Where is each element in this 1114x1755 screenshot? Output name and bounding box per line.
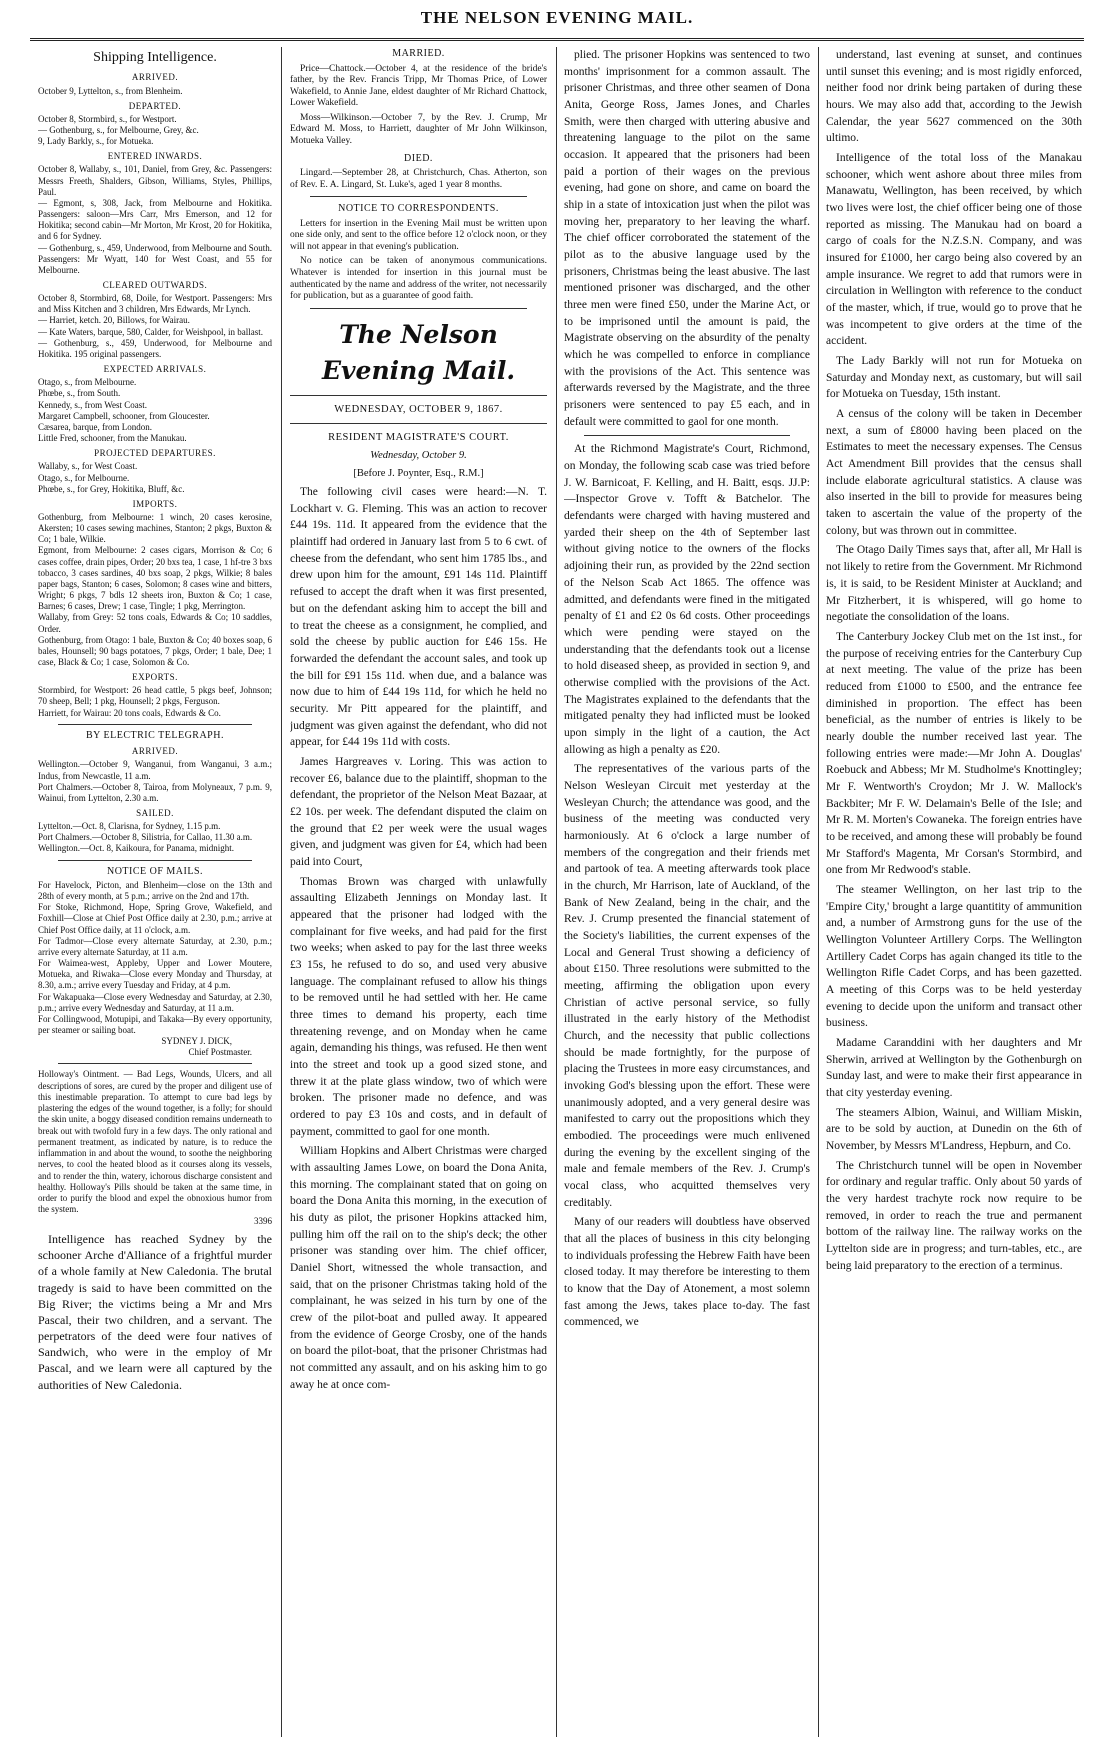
- court-continued: [564, 47, 810, 430]
- paragraph: Wallaby, s., for West Coast.: [38, 461, 138, 472]
- telegraph-arrived-list: [38, 759, 272, 804]
- column-divider: [818, 47, 819, 1737]
- notice-heading: NOTICE TO CORRESPONDENTS.: [338, 203, 499, 215]
- cleared-list: [38, 293, 272, 360]
- paragraph: — Gothenburg, s., 459, Underwood, from Melbourne and South. Passengers: Mr Wyatt, 140 for West Coast, and 55 for Melbourne.: [38, 242, 272, 275]
- holloway-advertisement: Holloway's Ointment. — Bad Legs, Wounds, Ulcers, and all descriptions of sores, are cured by the proper and diligent use of this inestimable preparation. To attempt to cure bad legs by plastering the edges of the wound together, is a folly; for should the skin unite, a boggy diseased condition remains underneath to break out with twofold fury in a few days. The only rational and permanent treatment, as indicated by nature, is to reduce the inflammation in and about the wound, to soothe the neighboring nerves, to cool the heated blood as it courses along its vessels, and to render the thin, watery, ichorous discharge consistent and healthy. Holloway's Pills should be taken at the same time, in order to purify the blood and expel the obnoxious humor from the system.: [38, 1069, 272, 1215]
- paragraph: Lyttelton.—Oct. 8, Clarisna, for Sydney, 1.15 p.m.: [38, 821, 221, 832]
- section-divider: [58, 724, 252, 725]
- court-heading: RESIDENT MAGISTRATE'S COURT.: [328, 432, 509, 444]
- notice-list: [290, 219, 547, 303]
- paragraph: understand, last evening at sunset, and continues until sunset this evening; and is most rigidly enforced, neither food nor drink being partaken of during these hours. We may also add that, according to the Jewish Calendar, the year 5627 commenced on the 30th ultimo.: [826, 49, 1082, 145]
- column-divider: [556, 47, 557, 1737]
- paragraph: — Kate Waters, barque, 580, Calder, for Weishpool, in ballast.: [38, 326, 264, 337]
- paragraph: For Collingwood, Motupipi, and Takaka—By every opportunity, per steamer or sailing boat.: [38, 1013, 272, 1036]
- arrived-list: [38, 86, 272, 97]
- paragraph: Letters for insertion in the Evening Mail must be written upon one side only, and sent to the office before 12 o'clock noon, or they will not appear in that evening's publication.: [290, 218, 547, 252]
- paragraph: Wellington.—Oct. 8, Kaikoura, for Panama, midnight.: [38, 843, 234, 854]
- exports-list: [38, 685, 272, 718]
- paper-title: The Nelson Evening Mail.: [321, 319, 516, 385]
- paragraph: Kennedy, s., from West Coast.: [38, 399, 148, 410]
- court-paragraphs: [290, 484, 547, 1393]
- paragraph: A census of the colony will be taken in December next, a sum of £8000 having been placed on the Estimates to meet the necessary expenses. The Census Act Amendment Bill provides that the census shall include elaborate agricultural statistics. A clause was also inserted in the bill to provide for measures being taken to ascertain the value of the property of the colony, but was thrown out in committee.: [826, 408, 1082, 537]
- court-before: [Before J. Poynter, Esq., R.M.]: [353, 467, 484, 479]
- projected-list: [38, 461, 272, 494]
- shipping-heading: Shipping Intelligence.: [93, 50, 217, 65]
- paragraph: Intelligence of the total loss of the Manakau schooner, which went ashore about three miles from Manawatu, Wellington, has been received, by which two lives were lost, the chief officer being one of those reported as missing. The Manukau had on board a cargo of coals for the N.Z.S.N. Company, and was insured for £1000, her cargo being also covered by an ample insurance. We regret to add that rumors were in circulation in Wellington with reference to the conduct of the master, which, if true, would go to prove that he was incompetent to give orders at the time of the accident.: [826, 152, 1082, 348]
- section-divider: [584, 435, 790, 436]
- section-heading: IMPORTS.: [132, 498, 178, 509]
- paragraph: For Havelock, Picton, and Blenheim—close on the 13th and 28th of every month, at 5 p.m.; arrive on the 2nd and 17th.: [38, 879, 272, 902]
- news-paragraphs: [826, 47, 1082, 1274]
- column-divider: [281, 47, 282, 1737]
- section-heading: SAILED.: [136, 807, 174, 818]
- paragraph: Wellington.—October 9, Wanganui, from Wanganui, 3 a.m.; Indus, from Newcastle, 11 a.m.: [38, 759, 272, 781]
- section-heading: CLEARED OUTWARDS.: [102, 280, 208, 291]
- mails-list: [38, 880, 272, 1036]
- departed-list: [38, 114, 272, 147]
- married-heading: MARRIED.: [392, 48, 445, 59]
- paragraph: Phœbe, s., for Grey, Hokitika, Bluff, &c.: [38, 483, 185, 494]
- paragraph: Port Chalmers.—October 8, Silistria, for Callao, 11.30 a.m.: [38, 832, 253, 843]
- newspaper-header-title: THE NELSON EVENING MAIL.: [420, 8, 694, 27]
- paragraph: Phœbe, s., from South.: [38, 388, 121, 399]
- court-date: Wednesday, October 9.: [370, 449, 467, 461]
- entered-list: [38, 164, 272, 276]
- section-divider: [310, 308, 527, 309]
- advertisement-number: 3396: [254, 1215, 272, 1226]
- paragraph: plied. The prisoner Hopkins was sentenced to two months' imprisonment for a common assault. The prisoner Christmas, and three other seamen of Dona Anita, George Ross, James Jones, and Charles Smith, were then charged with uttering abusive and threatening language to the pilot on the same occasion. It appeared that the prisoners had been paid a portion of their wages on the previous evening, had gone on shore, and came on board the ship in a state of intoxication just when the pilot was moving her, preparatory to her leaving the wharf. The chief officer corroborated the statement of the pilot as to the abusive language used by the prisoners, Christmas being the least abusive. The last mentioned prisoner was discharged, and the other three men were fined £50, under the Marine Act, or to be imprisoned until the amount is paid, the Magistrate observing on the absurdity of the penalty which he was compelled to enforce in compliance with the provisions of the Act. This sentence was afterwards reversed by the Magistrate, and the three prisoners were sentenced to pay £5 each, and in default were committed to gaol for one month.: [564, 49, 810, 428]
- paragraph: For Stoke, Richmond, Hope, Spring Grove, Wakefield, and Foxhill—Close at Chief Post Office daily at 2.30, p.m.; arrive at Chief Post Office daily, at 11 o'clock, a.m.: [38, 902, 272, 935]
- paragraph: Price—Chattock.—October 4, at the residence of the bride's father, by the Rev. Francis Tripp, Mr Thomas Price, of Lower Wakefield, to Annie Jane, eldest daughter of Mr Richard Chattock, Lower Wakefield.: [290, 63, 547, 109]
- section-divider: [58, 860, 252, 861]
- column-news-2: [826, 47, 1082, 1737]
- paragraph: The Canterbury Jockey Club met on the 1st inst., for the purpose of receiving entries for the Canterbury Cup at next meeting. The value of the prize has been reduced from £1000 to £500, and the entrance fee diminished in proportion. The effect has been beneficial, as the number of entries is likely to be nearly double the number received last year. The following entries were made:—Mr John A. Douglas' Roebuck and Abbess; Mr M. Studholme's Knottingley; Mr F. Wentworth's Croydon; Mr J. W. Mallock's Backbiter; Mr F. W. Delamain's Belle of the Isle; and Mr R. M. Morten's Cowaneka. The foreign entries have to be received, and among these will probably be found Mr Stafford's Magenta, Mr Corsan's Stormbird, and one from Mr Redwood's stable.: [826, 630, 1082, 877]
- paragraph: Thomas Brown was charged with unlawfully assaulting Elizabeth Jennings on Monday last. It appeared that the prisoner had lodged with the complainant for five weeks, and had paid for the first two weeks; when asked to pay for the last three weeks £3 15s, he refused to do so, and used very abusive language. The complainant refused to allow his things to be removed until he had settled with her. He came three times to demand his property, each time threatening revenge, and on Monday when he came again, demanding his things, was refused. He then went into the street and took up a good sized stone, and threw it at the plate glass window, two of which were broken. The prisoner made no defence, and was ordered to pay £3 10s and costs, and in default of payment, committed to gaol for one month.: [290, 875, 547, 1138]
- section-heading: NOTICE OF MAILS.: [106, 865, 204, 877]
- news-paragraphs: [564, 441, 810, 1331]
- column-shipping: [38, 47, 272, 1737]
- telegraph-sailed-list: [38, 821, 272, 854]
- paragraph: — Gothenburg, s., 459, Underwood, for Melbourne and Hokitika. 195 original passengers.: [38, 337, 272, 359]
- section-heading: DEPARTED.: [128, 100, 182, 111]
- paragraph: The Lady Barkly will not run for Motueka on Saturday and Monday next, as customary, but will sail for Motueka on Tuesday, 15th instant.: [826, 355, 1082, 401]
- section-divider: [290, 423, 547, 424]
- paragraph: No notice can be taken of anonymous communications. Whatever is intended for insertion in this journal must be authenticated by the name and address of the writer, not necessarily for publication, but as a guarantee of good faith.: [290, 256, 547, 302]
- expected-list: [38, 377, 272, 444]
- paragraph: — Gothenburg, s., for Melbourne, Grey, &c.: [38, 124, 199, 135]
- section-heading: EXPECTED ARRIVALS.: [103, 364, 207, 375]
- paragraph: William Hopkins and Albert Christmas were charged with assaulting James Lowe, on board the Dona Anita, this morning. The complainant stated that on going on board the Dona Anita this morning, in the execution of his duty as pilot, the prisoner Hopkins attacked him, pulling him off the rail on to the ship's deck; the other prisoner was standing over him. The chief officer, Daniel Short, witnessed the whole transaction, and said, that on the prisoner Christmas taking hold of the complainant, he was seized in his turn by one of the crew of the pilot-boat and pulled away. It appeared from the evidence of George Crosby, one of the hands on board the pilot-boat, that the prisoner Christmas had not committed any assault, and on his asking him to go away he at once com-: [290, 1145, 547, 1391]
- paragraph: The Otago Daily Times says that, after all, Mr Hall is not likely to retire from the Government. Mr Richmond is, it is said, to be Resident Minister at Auckland; and Mr Fitzherbert, it is whispered, will go home to negotiate the consolidation of the loans.: [826, 544, 1082, 624]
- paragraph: Harriett, for Wairau: 20 tons coals, Edwards & Co.: [38, 707, 221, 718]
- postmaster-title: Chief Postmaster.: [188, 1047, 252, 1058]
- paragraph: October 8, Stormbird, s., for Westport.: [38, 113, 177, 124]
- paragraph: Otago, s., from Melbourne.: [38, 377, 137, 388]
- section-heading: EXPORTS.: [132, 672, 178, 683]
- paragraph: For Wakapuaka—Close every Wednesday and Saturday, at 2.30, p.m.; arrive every Wednesday and Saturday, at 11 a.m.: [38, 991, 272, 1013]
- paragraph: — Egmont, s, 308, Jack, from Melbourne and Hokitika. Passengers: saloon—Mrs Carr, Mrs Emerson, and 12 for Hokitika; second cabin—Mr Morton, Mr Krost, 20 for Hokitika, and 6 for Sydney.: [38, 197, 272, 242]
- section-heading: ARRIVED.: [131, 746, 179, 757]
- section-divider: [290, 395, 547, 396]
- section-heading: PROJECTED DEPARTURES.: [94, 448, 216, 459]
- paragraph: October 8, Stormbird, 68, Doile, for Westport. Passengers: Mrs and Miss Kitchen and 3 children, Mrs Edwards, Mr Lynch.: [38, 293, 272, 315]
- paragraph: For Tadmor—Close every alternate Saturday, at 2.30, p.m.; arrive every alternate Saturday, at 11 a.m.: [38, 935, 272, 957]
- column-editorial: [290, 47, 547, 1737]
- column-news: [564, 47, 810, 1737]
- paragraph: 9, Lady Barkly, s., for Motueka.: [38, 136, 154, 147]
- section-divider: [310, 196, 527, 197]
- section-heading: ARRIVED.: [131, 72, 179, 83]
- paragraph: Cæsarea, barque, from London.: [38, 421, 152, 432]
- paragraph: The following civil cases were heard:—N. T. Lockhart v. G. Fleming. This was an action to recover £44 19s. 11d. It appeared from the evidence that the plaintiff had ordered in January last from 5 to 6 cwt. of cheese from the defendant, who sent him 1785 lbs., and drew upon him for the amount, £91 14s 11d. Plaintiff refused to accept the draft when it was first presented, but on the defendant asking him to accept the bill and to treat the cheese as a consignment, he complied, and sold the cheese by public auction for £46 15s. He forwarded the defendant the account sales, and took up the bill for £91 15s 11d. when due, and a balance was now due to him of £44 19s 11d, for which he held no security. Mr Pitt appeared for the plaintiff, and judgment was given against the defendant, who did not appear, for £44 19s 11d with costs.: [290, 486, 547, 749]
- paragraph: James Hargreaves v. Loring. This was action to recover £6, balance due to the plaintiff, shopman to the defendant, the proprietor of the Nelson Meat Bazaar, at £2 10s. per week. The defendant disputed the claim on the ground that £2 per week were the usual wages given, and judgment was given for £4, which had been paid into Court,: [290, 755, 547, 868]
- paragraph: Moss—Wilkinson.—October 7, by the Rev. J. Crump, Mr Edward M. Moss, to Harriett, daughter of Mr John Wilkinson, Motueka Valley.: [290, 112, 547, 146]
- paragraph: Many of our readers will doubtless have observed that all the places of business in this city belonging to individuals professing the Hebrew Faith have been closed today. It may therefore be interesting to them to know that the Day of Atonement, a most solemn fast among the Jews, takes place to-day. The fast commenced, we: [564, 1216, 810, 1329]
- paragraph: At the Richmond Magistrate's Court, Richmond, on Monday, the following scab case was tried before J. W. Barnicoat, F. Kelling, and H. Baitt, esqs. JJ.P:—Inspector Grove v. Tofft & Batchelor. The defendants were charged with having mustered and yarded their sheep on the 4th of September last without giving notice to the owners of the flocks adjoining their run, as provided by the 22nd section of the Nelson Scab Act 1865. The offence was admitted, and defendants were fined in the mitigated penalty of £1 and £2 0s 6d costs. Other proceedings which were pending were stayed on the understanding that the defendants took out a license to hold diseased sheep, as provided in section 9, and otherwise complied with the provisions of the Act. The Magistrates explained to the defendants that the mitigated penalty they had inflicted must be looked upon simply in the light of a caution, the Act allowing as high a penalty as £20.: [564, 443, 810, 756]
- paragraph: The Christchurch tunnel will be open in November for ordinary and regular traffic. Only about 50 yards of the very hardest trachyte rock now require to be removed, in order to reach the true and permanent bottom of the railway line. The railway works on the Lyttelton side are in progress; and turn-tables, etc., are being laid preparatory to the erection of a terminus.: [826, 1159, 1082, 1272]
- paragraph: — Harriet, ketch. 20, Billows, for Wairau.: [38, 315, 190, 326]
- paragraph: Little Fred, schooner, from the Manukau.: [38, 433, 187, 444]
- section-heading: BY ELECTRIC TELEGRAPH.: [86, 729, 224, 741]
- paragraph: Egmont, from Melbourne: 2 cases cigars, Morrison & Co; 6 cases coffee, drain pipes, Order; 20 bxs tea, 1 case, 1 hf-tre 3 bxs tobacco, 3 cases sardines, 40 bxs soap, 2 pkgs, Wilkie; 8 bales paper bags, Stanton; 6 cases, Solomon; 8 cases wine and bitters, Wright; 6 pkgs, 7 bdls 12 sheets iron, Buxton & Co; 1 case, Barnes; 6 cases, Drew; 1 case, Tingle; 1 pkg, Merrington.: [38, 545, 272, 612]
- section-heading: ENTERED INWARDS.: [107, 151, 203, 162]
- section-divider: [58, 1063, 252, 1064]
- died-notice: Lingard.—September 28, at Christchurch, Chas. Atherton, son of Rev. E. A. Lingard, St. Luke's, aged 1 year 8 months.: [290, 168, 547, 190]
- paragraph: The steamer Wellington, on her last trip to the 'Empire City,' brought a large quantitity of ammunition and, a number of Armstrong guns for the use of the Wellington Volunteer Artillery Corps. The Wellington Artillery Cadet Corps has again changed its title to the Wellington Rifle Cadet Corps, and has been gazetted. A meeting of this Corps was to be held yesterday evening to decide upon the uniform and transact other business.: [826, 883, 1082, 1030]
- paragraph: October 9, Lyttelton, s., from Blenheim.: [38, 85, 183, 96]
- died-heading: DIED.: [404, 152, 433, 164]
- postmaster-name: SYDNEY J. DICK,: [161, 1036, 232, 1047]
- paragraph: Gothenburg, from Melbourne: 1 winch, 20 cases kerosine, Akersten; 10 cases sewing machines, Stanton; 2 pkgs, Buxton & Co; 1 bale, Wilkie.: [38, 511, 272, 545]
- paragraph: The steamers Albion, Wainui, and William Miskin, are to be sold by auction, at Dunedin on the 6th of November, by Messrs M'Landress, Hepburn, and Co.: [826, 1106, 1082, 1152]
- paragraph: Madame Caranddini with her daughters and Mr Sherwin, arrived at Wellington by the Gothenburgh on Sunday last, and were to make their first appearance in that city yesterday evening.: [826, 1036, 1082, 1099]
- header-rule: [30, 38, 1084, 41]
- dateline: WEDNESDAY, OCTOBER 9, 1867.: [334, 404, 503, 416]
- paragraph: Port Chalmers.—October 8, Tairoa, from Molyneaux, 7 p.m. 9, Wainui, from Lyttelton, 2.30 a.m.: [38, 781, 272, 803]
- paragraph: Stormbird, for Westport: 26 head cattle, 5 pkgs beef, Johnson; 70 sheep, Bell; 1 pkg, Hounsell; 2 pkgs, Ferguson.: [38, 685, 272, 707]
- married-list: [290, 64, 547, 148]
- paragraph: Margaret Campbell, schooner, from Gloucester.: [38, 410, 210, 421]
- paragraph: Otago, s., for Melbourne.: [38, 472, 130, 483]
- caledonia-article: Intelligence has reached Sydney by the schooner Arche d'Alliance of a frightful murder of a whole family at New Caledonia. The brutal tragedy is said to have been committed on the Big River; the victims being a Mr and Mrs Pascal, their two children, and a servant. The perpetrators of the deed were four natives of Sandwich, who were in the employ of Mr Pascal, and we learn were all captured by the authorities of New Caledonia.: [38, 1231, 272, 1392]
- paragraph: The representatives of the various parts of the Nelson Wesleyan Circuit met yesterday at the Wesleyan Church; the attendance was good, and the business of the meeting was conducted very harmoniously. At 6 o'clock a large number of members of the congregation and their friends met and partook of tea. A meeting afterwards took place in the church, Mr Harrison, late of Auckland, of the Bank of New Zealand, being in the chair, and the Rev. J. Crump presented the financial statement of the Society's liabilities, the current expenses of the Local and General Trust showing a deficiency of about £150. Three resolutions were submitted to the meeting, affirming the obligation upon every Christian of active personal service, so fully illustrated in the early history of the Methodist Church, and the necessity that public collections should be made fortnightly, for the purpose of placing the Trustees in more easy circumstances, and invoking God's blessing upon the effort. These were unanimously adopted, and a very general desire was manifested to carry out the propositions which they embodied. The proceedings were much enlivened during the evening by the excellent singing of the male and female members of the Rev. J. Crump's vocal class, who acquitted themselves very creditably.: [564, 763, 810, 1209]
- paragraph: Wallaby, from Grey: 52 tons coals, Edwards & Co; 10 saddles, Order.: [38, 612, 272, 634]
- paragraph: October 8, Wallaby, s., 101, Daniel, from Grey, &c. Passengers: Messrs Freeth, Shalders, Gibson, Williams, Styles, Phillips, Paul.: [38, 164, 272, 197]
- paragraph: Gothenburg, from Otago: 1 bale, Buxton & Co; 40 boxes soap, 6 bales, Hounsell; 90 bags potatoes, 7 pkgs, Order; 1 bale, Dee; 1 case, Black & Co; 1 case, Solomon & Co.: [38, 634, 272, 668]
- paragraph: For Waimea-west, Appleby, Upper and Lower Moutere, Motueka, and Riwaka—Close every Monday and Thursday, at 8.30, a.m.; arrive every Tuesday and Friday, at 4 p.m.: [38, 958, 272, 991]
- imports-list: [38, 512, 272, 668]
